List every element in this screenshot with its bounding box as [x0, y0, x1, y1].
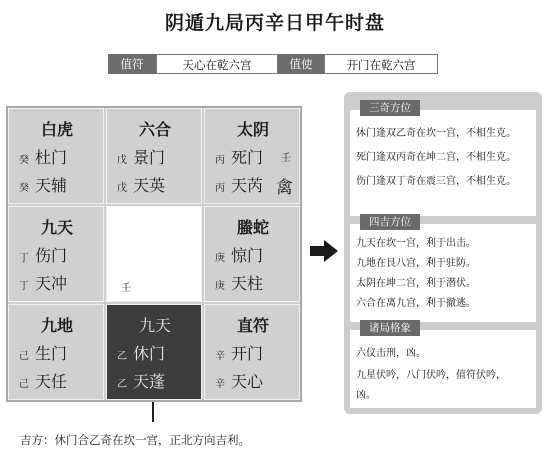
palace-bottom-center — [106, 304, 202, 400]
geju-title: 诸局格象 — [360, 320, 420, 336]
star: 天辅 — [35, 176, 68, 195]
star: 天任 — [35, 372, 68, 391]
siji-section — [350, 216, 536, 322]
palace-row — [19, 271, 67, 294]
page-title: 阴遁九局丙辛日甲午时盘 — [164, 12, 385, 34]
palace-god: 九天 — [138, 316, 171, 335]
palace-row — [215, 369, 263, 392]
star: 天柱 — [231, 274, 264, 293]
door: 死门 — [231, 148, 264, 167]
star: 天心 — [231, 372, 264, 391]
nine-palace-grid — [6, 106, 302, 402]
palace-row — [19, 145, 67, 168]
geju-line: 凶。 — [356, 390, 376, 401]
stem: 乙 — [117, 351, 127, 362]
siji-line: 九地在艮八宫，利于驻防。 — [356, 258, 476, 269]
siji-line: 太阴在坤二宫，利于潜伏。 — [356, 278, 476, 289]
palace-row — [117, 369, 165, 392]
star: 天蓬 — [133, 372, 166, 391]
star: 天芮 — [231, 176, 264, 195]
stem: 戊 — [117, 155, 127, 166]
stem: 辛 — [215, 379, 225, 390]
center-stem: 壬 — [121, 283, 131, 294]
stem: 丁 — [19, 253, 29, 264]
palace-god: 六合 — [138, 120, 171, 139]
palace-bottom-right — [204, 304, 300, 400]
sanqi-line: 休门逢双乙奇在坎一宫，不相生克。 — [356, 128, 516, 139]
palace-god: 九地 — [40, 316, 73, 335]
zhifu-label: 值符 — [108, 54, 156, 74]
stem: 丙 — [215, 183, 225, 194]
geju-section — [350, 322, 536, 408]
sanqi-line: 死门逢双丙奇在坤二宫，不相生克。 — [356, 152, 516, 163]
sanqi-line: 伤门逢双丁奇在震三宫，不相生克。 — [356, 176, 516, 187]
side-star: 禽 — [276, 178, 293, 198]
palace-row — [117, 173, 165, 196]
stem: 庚 — [215, 281, 225, 292]
palace-god: 直符 — [236, 316, 269, 335]
palace-row — [117, 341, 165, 364]
palace-row — [117, 145, 165, 168]
zhifu-value: 天心在乾六宫 — [156, 54, 278, 74]
stem: 癸 — [19, 183, 29, 194]
door: 景门 — [133, 148, 166, 167]
stem: 庚 — [215, 253, 225, 264]
footer-note: 吉方：休门合乙奇在坎一宫，正北方向吉利。 — [20, 433, 250, 447]
door: 生门 — [35, 344, 68, 363]
geju-line: 六仪击刑，凶。 — [356, 348, 426, 359]
siji-line: 六合在离九宫，利于撤逃。 — [356, 298, 476, 309]
palace-row — [19, 173, 67, 196]
zhishi-label: 值使 — [278, 54, 324, 74]
palace-god: 九天 — [40, 218, 73, 237]
palace-row — [19, 369, 67, 392]
siji-line: 九天在坎一宫，利于出击。 — [356, 238, 476, 249]
stem: 戊 — [117, 183, 127, 194]
bottom-pointer-line — [152, 402, 154, 422]
stem: 丙 — [215, 155, 225, 166]
side-stem: 壬 — [281, 153, 291, 164]
palace-god: 白虎 — [40, 120, 73, 139]
door: 惊门 — [231, 246, 264, 265]
sanqi-section — [350, 102, 536, 216]
geju-line: 九星伏吟，八门伏吟，值符伏吟， — [356, 370, 506, 381]
siji-title: 四吉方位 — [360, 214, 420, 230]
arrow-right-icon — [308, 238, 340, 264]
palace-top-center — [106, 108, 202, 204]
stem: 乙 — [117, 379, 127, 390]
door: 开门 — [231, 344, 264, 363]
stem: 己 — [19, 351, 29, 362]
palace-row — [215, 145, 263, 168]
palace-top-right — [204, 108, 300, 204]
stem: 丁 — [19, 281, 29, 292]
palace-center — [106, 206, 202, 302]
door: 杜门 — [35, 148, 68, 167]
palace-row — [215, 173, 263, 196]
palace-row — [19, 341, 67, 364]
palace-top-left — [8, 108, 104, 204]
palace-middle-left — [8, 206, 104, 302]
star: 天英 — [133, 176, 166, 195]
palace-god: 太阴 — [236, 120, 269, 139]
star: 天冲 — [35, 274, 68, 293]
stem: 癸 — [19, 155, 29, 166]
stem: 辛 — [215, 351, 225, 362]
door: 休门 — [133, 344, 166, 363]
palace-row — [19, 243, 67, 266]
palace-god: 螣蛇 — [236, 218, 269, 237]
palace-row — [215, 341, 263, 364]
palace-row — [215, 243, 263, 266]
sanqi-title: 三奇方位 — [360, 100, 420, 116]
stem: 己 — [19, 379, 29, 390]
palace-middle-right — [204, 206, 300, 302]
door: 伤门 — [35, 246, 68, 265]
zhishi-value: 开门在乾六宫 — [324, 54, 438, 74]
palace-row — [215, 271, 263, 294]
palace-bottom-left — [8, 304, 104, 400]
analysis-panel — [344, 92, 542, 414]
